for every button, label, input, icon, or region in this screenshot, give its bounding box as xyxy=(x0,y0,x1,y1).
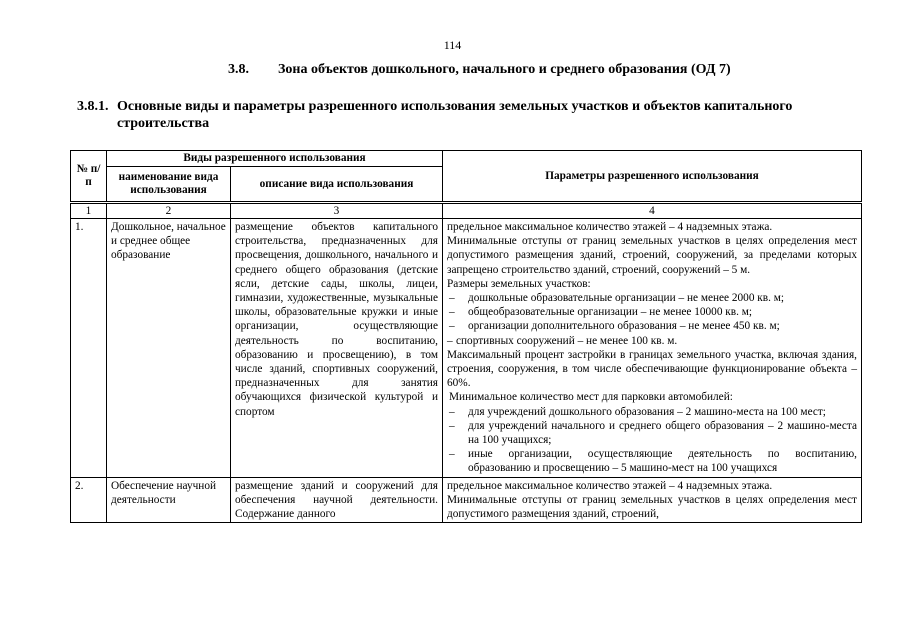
header-num: № п/п xyxy=(71,151,107,203)
param-coverage: Максимальный процент застройки в границах земельного участка, включая здания, строения, сооружения, в том числе обеспечивающие функционирование объекта – 60%. xyxy=(447,348,857,390)
use-description: размещение объектов капитального строительства, предназначенных для просвещения, дошкольного, начального и среднего общего образования (детские ясли, детские сады, школы, лицеи, гимназии, художественные, музыкальные школы, образовательные кружки и иные организации, осуществляющие деятельность по воспитанию, образованию и просвещению), в том числе зданий, спортивных сооружений, предназначенных для занятия обучающихся физической культурой и спортом xyxy=(231,219,443,478)
size-item: спортивных сооружений – не менее 100 кв. м. xyxy=(456,334,678,347)
list-item: – организации дополнительного образования – не менее 450 кв. м; xyxy=(449,320,780,333)
column-numbers-row xyxy=(71,203,862,219)
list-item: – спортивных сооружений – не менее 100 кв. м. xyxy=(447,334,678,347)
subsection-title: Основные виды и параметры разрешенного использования земельных участков и объектов капитального строительства xyxy=(117,99,793,131)
size-item: дошкольные образовательные организации – не менее 2000 кв. м; xyxy=(468,292,785,305)
section-heading xyxy=(228,62,731,78)
column-number: 1 xyxy=(71,203,107,219)
list-item: – дошкольные образовательные организации – не менее 2000 кв. м; xyxy=(449,292,785,305)
use-description: размещение зданий и сооружений для обеспечения научной деятельности. Содержание данного xyxy=(231,477,443,523)
param-setbacks: Минимальные отступы от границ земельных участков в целях определения мест допустимого размещения зданий, строений, сооружений, за пределами которых запрещено строительство зданий, строений, сооружений – 5 м. xyxy=(447,235,857,276)
header-desc: описание вида использования xyxy=(231,167,443,203)
parking-item: иные организации, осуществляющие деятельность по воспитанию, образованию и просвещению – 5 машино-мест на 100 учащихся xyxy=(468,448,857,475)
header-params: Параметры разрешенного использования xyxy=(443,151,862,203)
use-parameters xyxy=(443,477,862,523)
param-parking-title: Минимальное количество мест для парковки автомобилей: xyxy=(449,391,733,404)
header-name: наименование вида использования xyxy=(107,167,231,203)
column-number: 3 xyxy=(231,203,443,219)
subsection-number: 3.8.1. xyxy=(77,99,109,114)
use-name: Дошкольное, начальное и среднее общее образование xyxy=(107,219,231,478)
size-item: общеобразовательные организации – не менее 10000 кв. м; xyxy=(468,306,753,319)
column-number: 4 xyxy=(443,203,862,219)
section-title: Зона объектов дошкольного, начального и среднего образования (ОД 7) xyxy=(278,62,731,77)
param-sizes-title: Размеры земельных участков: xyxy=(447,277,591,290)
header-group: Виды разрешенного использования xyxy=(107,151,443,167)
param-setbacks: Минимальные отступы от границ земельных участков в целях определения мест допустимого размещения зданий, строений, xyxy=(447,493,857,521)
parking-item: для учреждений дошкольного образования – 2 машино-места на 100 мест; xyxy=(468,405,826,418)
param-floors: предельное максимальное количество этажей – 4 надземных этажа. xyxy=(447,221,773,233)
list-item: – для учреждений дошкольного образования – 2 машино-места на 100 мест; xyxy=(449,405,826,418)
parking-item: для учреждений начального и среднего общего образования – 2 машино-места на 100 учащихся; xyxy=(468,419,857,447)
row-number: 1. xyxy=(71,219,107,478)
list-item: – иные организации, осуществляющие деятельность по воспитанию, образованию и просвещению – 5 машино-мест на 100 учащихся xyxy=(449,448,857,475)
list-item: – для учреждений начального и среднего общего образования – 2 машино-места на 100 учащихся; xyxy=(449,419,857,447)
use-name: Обеспечение научной деятельности xyxy=(107,477,231,523)
section-number: 3.8. xyxy=(228,62,249,77)
param-floors: предельное максимальное количество этажей – 4 надземных этажа. xyxy=(447,479,773,492)
list-item: – общеобразовательные организации – не менее 10000 кв. м; xyxy=(449,306,753,319)
parameters-table xyxy=(70,150,862,523)
use-parameters xyxy=(443,219,862,478)
page-number: 114 xyxy=(443,38,462,52)
header-row-1 xyxy=(71,151,862,167)
table-row xyxy=(71,219,862,478)
subsection-heading xyxy=(77,98,867,132)
size-item: организации дополнительного образования – не менее 450 кв. м; xyxy=(468,320,780,333)
column-number: 2 xyxy=(107,203,231,219)
row-number: 2. xyxy=(71,477,107,523)
table-row xyxy=(71,477,862,523)
